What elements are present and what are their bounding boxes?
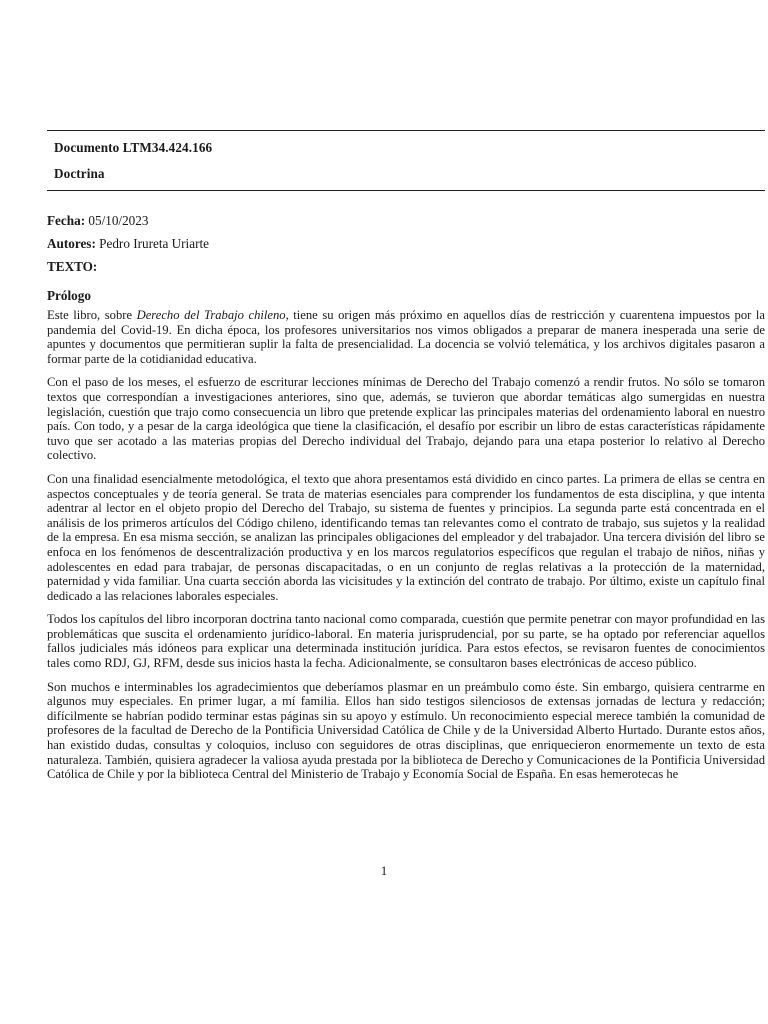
authors-value: Pedro Irureta Uriarte (99, 236, 209, 251)
date-label: Fecha: (47, 213, 86, 228)
date-value: 05/10/2023 (88, 213, 149, 228)
date-line (47, 213, 148, 229)
section-heading: Prólogo (47, 288, 91, 303)
paragraph-5: Son muchos e interminables los agradecimientos que deberíamos plasmar en un preámbulo como éste. Sin embargo, quisiera centrarme en algunos muy especiales. En primer lugar, a mí familia. Ellos han sido testigos silenciosos de extensas jornadas de lectura y redacción; difícilmente se habrían podido terminar estas páginas sin su apoyo y estímulo. Un reconocimiento especial merece también la comunidad de profesores de la facultad de Derecho de la Pontificia Universidad Católica de Chile y de la Universidad Alberto Hurtado. Durante estos años, han existido dudas, consultas y coloquios, incluso con seguidores de otras disciplinas, que enriquecieron enormemente un texto de esta naturaleza. También, quisiera agradecer la valiosa ayuda prestada por la biblioteca de Derecho y Comunicaciones de la Pontificia Universidad Católica de Chile y por la biblioteca Central del Ministerio de Trabajo y Economía Social de España. En esas hemerotecas he (47, 679, 765, 782)
paragraph-4: Todos los capítulos del libro incorporan doctrina tanto nacional como comparada, cuestión que permite penetrar con mayor profundidad en las problemáticas que suscita el ordenamiento jurídico-laboral. En materia jurisprudencial, por su parte, se ha optado por referenciar aquellos fallos judiciales más idóneos para explicar una determinada institución jurídica. Para estos efectos, se revisaron fuentes de conocimientos tales como RDJ, GJ, RFM, desde sus inicios hasta la fecha. Adicionalmente, se consultaron bases electrónicas de acceso público. (47, 612, 765, 671)
document-number: Documento LTM34.424.166 (54, 140, 213, 155)
book-title: Derecho del Trabajo chileno (136, 308, 286, 322)
authors-label: Autores: (47, 236, 96, 251)
paragraph-1 (47, 308, 765, 366)
page-number: 1 (380, 863, 388, 878)
paragraph-1-start: Este libro, sobre (47, 308, 137, 322)
paragraph-2: Con el paso de los meses, el esfuerzo de escriturar lecciones mínimas de Derecho del Trabajo comenzó a rendir frutos. No sólo se tomaron textos que correspondían a investigaciones anteriores, sino que, además, se tuvieron que abordar temáticas algo sumergidas en nuestra legislación, cuestión que trajo como consecuencia un libro que pretende explicar las principales materias del ordenamiento laboral en nuestro país. Con todo, y a pesar de la carga ideológica que tiene la clasificación, el desafío por escribir un libro de estas características rápidamente tuvo que ser acotado a las materias propias del Derecho individual del Trabajo, dejando para una etapa posterior lo relativo al Derecho colectivo. (47, 375, 765, 463)
authors-line (47, 236, 209, 252)
paragraph-1-rest: , tiene su origen más próximo en aquellos días de restricción y cuarentena impuestos por la pandemia del Covid-19. En dicha época, los profesores universitarios nos vimos obligados a preparar de manera inesperada una serie de apuntes y documentos que permitieran suplir la falta de presencialidad. La docencia se volvió telemática, y los archivos digitales pasaron a formar parte de la cotidianidad educativa. (47, 308, 765, 366)
header-top-rule (47, 130, 765, 131)
document-section: Doctrina (54, 166, 105, 181)
text-label: TEXTO: (47, 259, 98, 274)
paragraph-3: Con una finalidad esencialmente metodológica, el texto que ahora presentamos está dividido en cinco partes. La primera de ellas se centra en aspectos conceptuales y de teoría general. Se trata de materias esenciales para comprender los fundamentos de esta disciplina, y que intenta adentrar al lector en el objeto propio del Derecho del Trabajo, su sistema de fuentes y principios. La segunda parte está concentrada en el análisis de los primeros artículos del Código chileno, identificando temas tan relevantes como el contrato de trabajo, sus sujetos y la realidad de la empresa. En esa misma sección, se analizan las principales obligaciones del empleador y del trabajador. Una tercera división del libro se enfoca en los fenómenos de descentralización productiva y en los marcos regulatorios específicos que regulan el trabajo de niños, niñas y adolescentes en edad para trabajar, de personas discapacitadas, o en un conjunto de reglas relativas a la protección de la maternidad, paternidad y vida familiar. Una cuarta sección aborda las vicisitudes y la extinción del contrato de trabajo. Por último, existe un capítulo final dedicado a las relaciones laborales especiales. (47, 471, 765, 603)
header-bottom-rule (47, 190, 765, 191)
body-text (47, 308, 765, 791)
